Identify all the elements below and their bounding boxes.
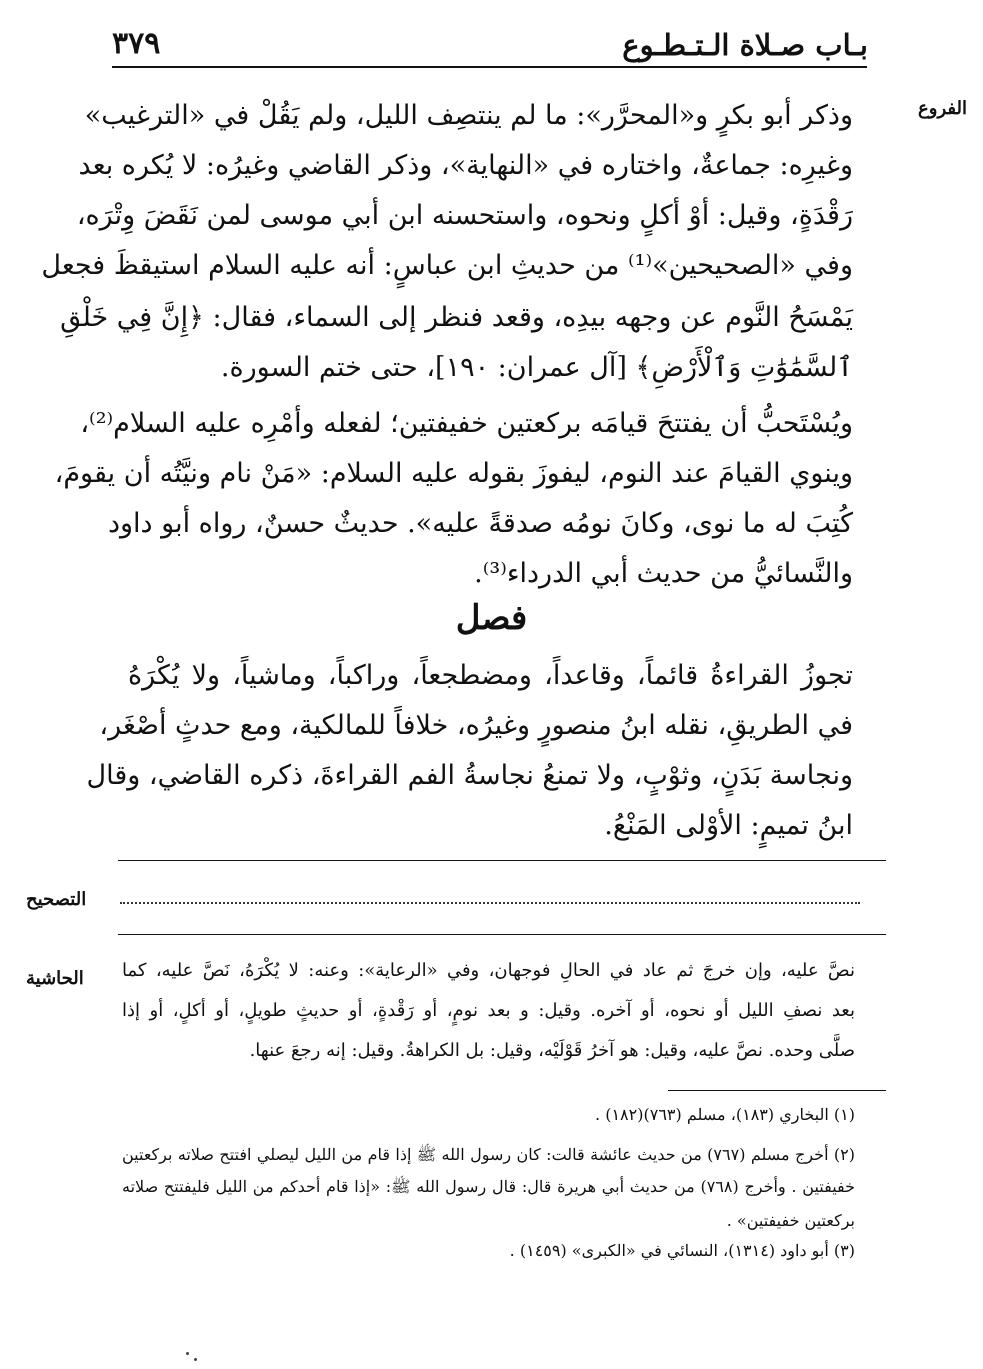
footnote-line: خفيفتين . وأخرج (٧٦٨) من حديث أبي هريرة قال: قال رسول الله ﷺ: «إذا قام أحدكم من الليل فليفتتح صلاته xyxy=(122,1177,856,1196)
side-label-hashiya: الحاشية xyxy=(26,968,84,989)
main-text-line: تجوزُ القراءةُ قائماً، وقاعداً، ومضطجعاً، وراكباً، وماشياً، ولا يُكْرَهُ xyxy=(128,660,853,691)
scan-speck xyxy=(194,1358,197,1361)
hashiya-text-line: نصَّ عليه، وإن خرجَ ثم عاد في الحالِ فوجهان، وفي «الرعاية»: وعنه: لا يُكْرَهُ، نَصَّ عليه، كما xyxy=(122,960,855,981)
scan-speck xyxy=(186,1352,189,1355)
page-number: ٣٧٩ xyxy=(112,26,161,61)
main-text-line: وينوي القيامَ عند النوم، ليفوزَ بقوله عليه السلام: «مَنْ نام ونيَّتُه أن يقومَ، xyxy=(54,458,853,489)
tashih-dotted-line xyxy=(120,902,860,904)
footnote-separator xyxy=(668,1090,886,1091)
main-text-line: ونجاسة بَدَنٍ، وثوْبٍ، ولا تمنعُ نجاسةُ الفم القراءةَ، ذكره القاضي، وقال xyxy=(86,760,853,791)
main-text-line: ابنُ تميمٍ: الأوْلى المَنْعُ. xyxy=(604,810,853,841)
hashiya-text-line: بعد نصفِ الليل أو نحوه، أو آخره. وقيل: و بعد نومٍ، أو رَقْدةٍ، أو حديثٍ طويلٍ، أو أكلٍ، أو إذا xyxy=(122,1000,855,1021)
section-heading: فصل xyxy=(455,598,528,638)
main-text-line: ٱلسَّمَٰوَٰتِ وَٱلْأَرْضِ﴾ [آل عمران: ١٩٠]، حتى ختم السورة. xyxy=(220,352,853,383)
hashiya-text-line: صلَّى وحده. نصَّ عليه، وقيل: هو آخرُ قَوْلَيْه، وقيل: بل الكراهةُ. وقيل: إنه رجعَ عنها. xyxy=(249,1040,855,1061)
section-rule xyxy=(118,934,886,935)
main-text-line: وغيرِه: جماعةٌ، واختاره في «النهاية»، وذكر القاضي وغيرُه: لا يُكره بعد xyxy=(78,150,853,181)
footnote-line: (١) البخاري (١٨٣)، مسلم (٧٦٣)(١٨٢) . xyxy=(595,1105,855,1124)
section-rule xyxy=(118,860,886,861)
main-text-line: ويُسْتَحبُّ أن يفتتحَ قيامَه بركعتين خفيفتين؛ لفعله وأمْرِه عليه السلام⁽²⁾، xyxy=(80,408,853,439)
header-rule xyxy=(112,66,867,68)
chapter-title: بـاب صـلاة الـتـطـوع xyxy=(622,28,868,62)
side-label-tashih: التصحيح xyxy=(26,889,87,910)
footnote-line: بركعتين خفيفتين» . xyxy=(726,1211,855,1230)
footnote-line: (٢) أخرج مسلم (٧٦٧) من حديث عائشة قالت: كان رسول الله ﷺ إذا قام من الليل ليصلي افتتح صلاته بركعتين xyxy=(122,1145,855,1164)
main-text-line: في الطريقِ، نقله ابنُ منصورٍ وغيرُه، خلافاً للمالكية، ومع حدثٍ أصْغَر، xyxy=(99,710,853,741)
main-text-line: وفي «الصحيحين»⁽¹⁾ من حديثِ ابن عباسٍ: أنه عليه السلام استيقظَ فجعل xyxy=(41,250,853,281)
main-text-line: رَقْدَةٍ، وقيل: أوْ أكلٍ ونحوه، واستحسنه ابن أبي موسى لمن نَقَضَ وِتْرَه، xyxy=(76,200,853,231)
main-text-line: والنَّسائيُّ من حديث أبي الدرداء⁽³⁾. xyxy=(474,558,853,589)
main-text-line: وذكر أبو بكرٍ و«المحرَّر»: ما لم ينتصِف الليل، ولم يَقُلْ في «الترغيب» xyxy=(84,100,853,131)
side-label-furu: الفروع xyxy=(918,98,967,119)
main-text-line: كُتِبَ له ما نوى، وكانَ نومُه صدقةً عليه». حديثٌ حسنٌ، رواه أبو داود xyxy=(107,508,853,539)
footnote-line: (٣) أبو داود (١٣١٤)، النسائي في «الكبرى» (١٤٥٩) . xyxy=(509,1241,855,1260)
main-text-line: يَمْسَحُ النَّوم عن وجهه بيدِه، وقعد فنظر إلى السماء، فقال: ﴿إِنَّ فِي خَلْقِ xyxy=(60,302,853,333)
